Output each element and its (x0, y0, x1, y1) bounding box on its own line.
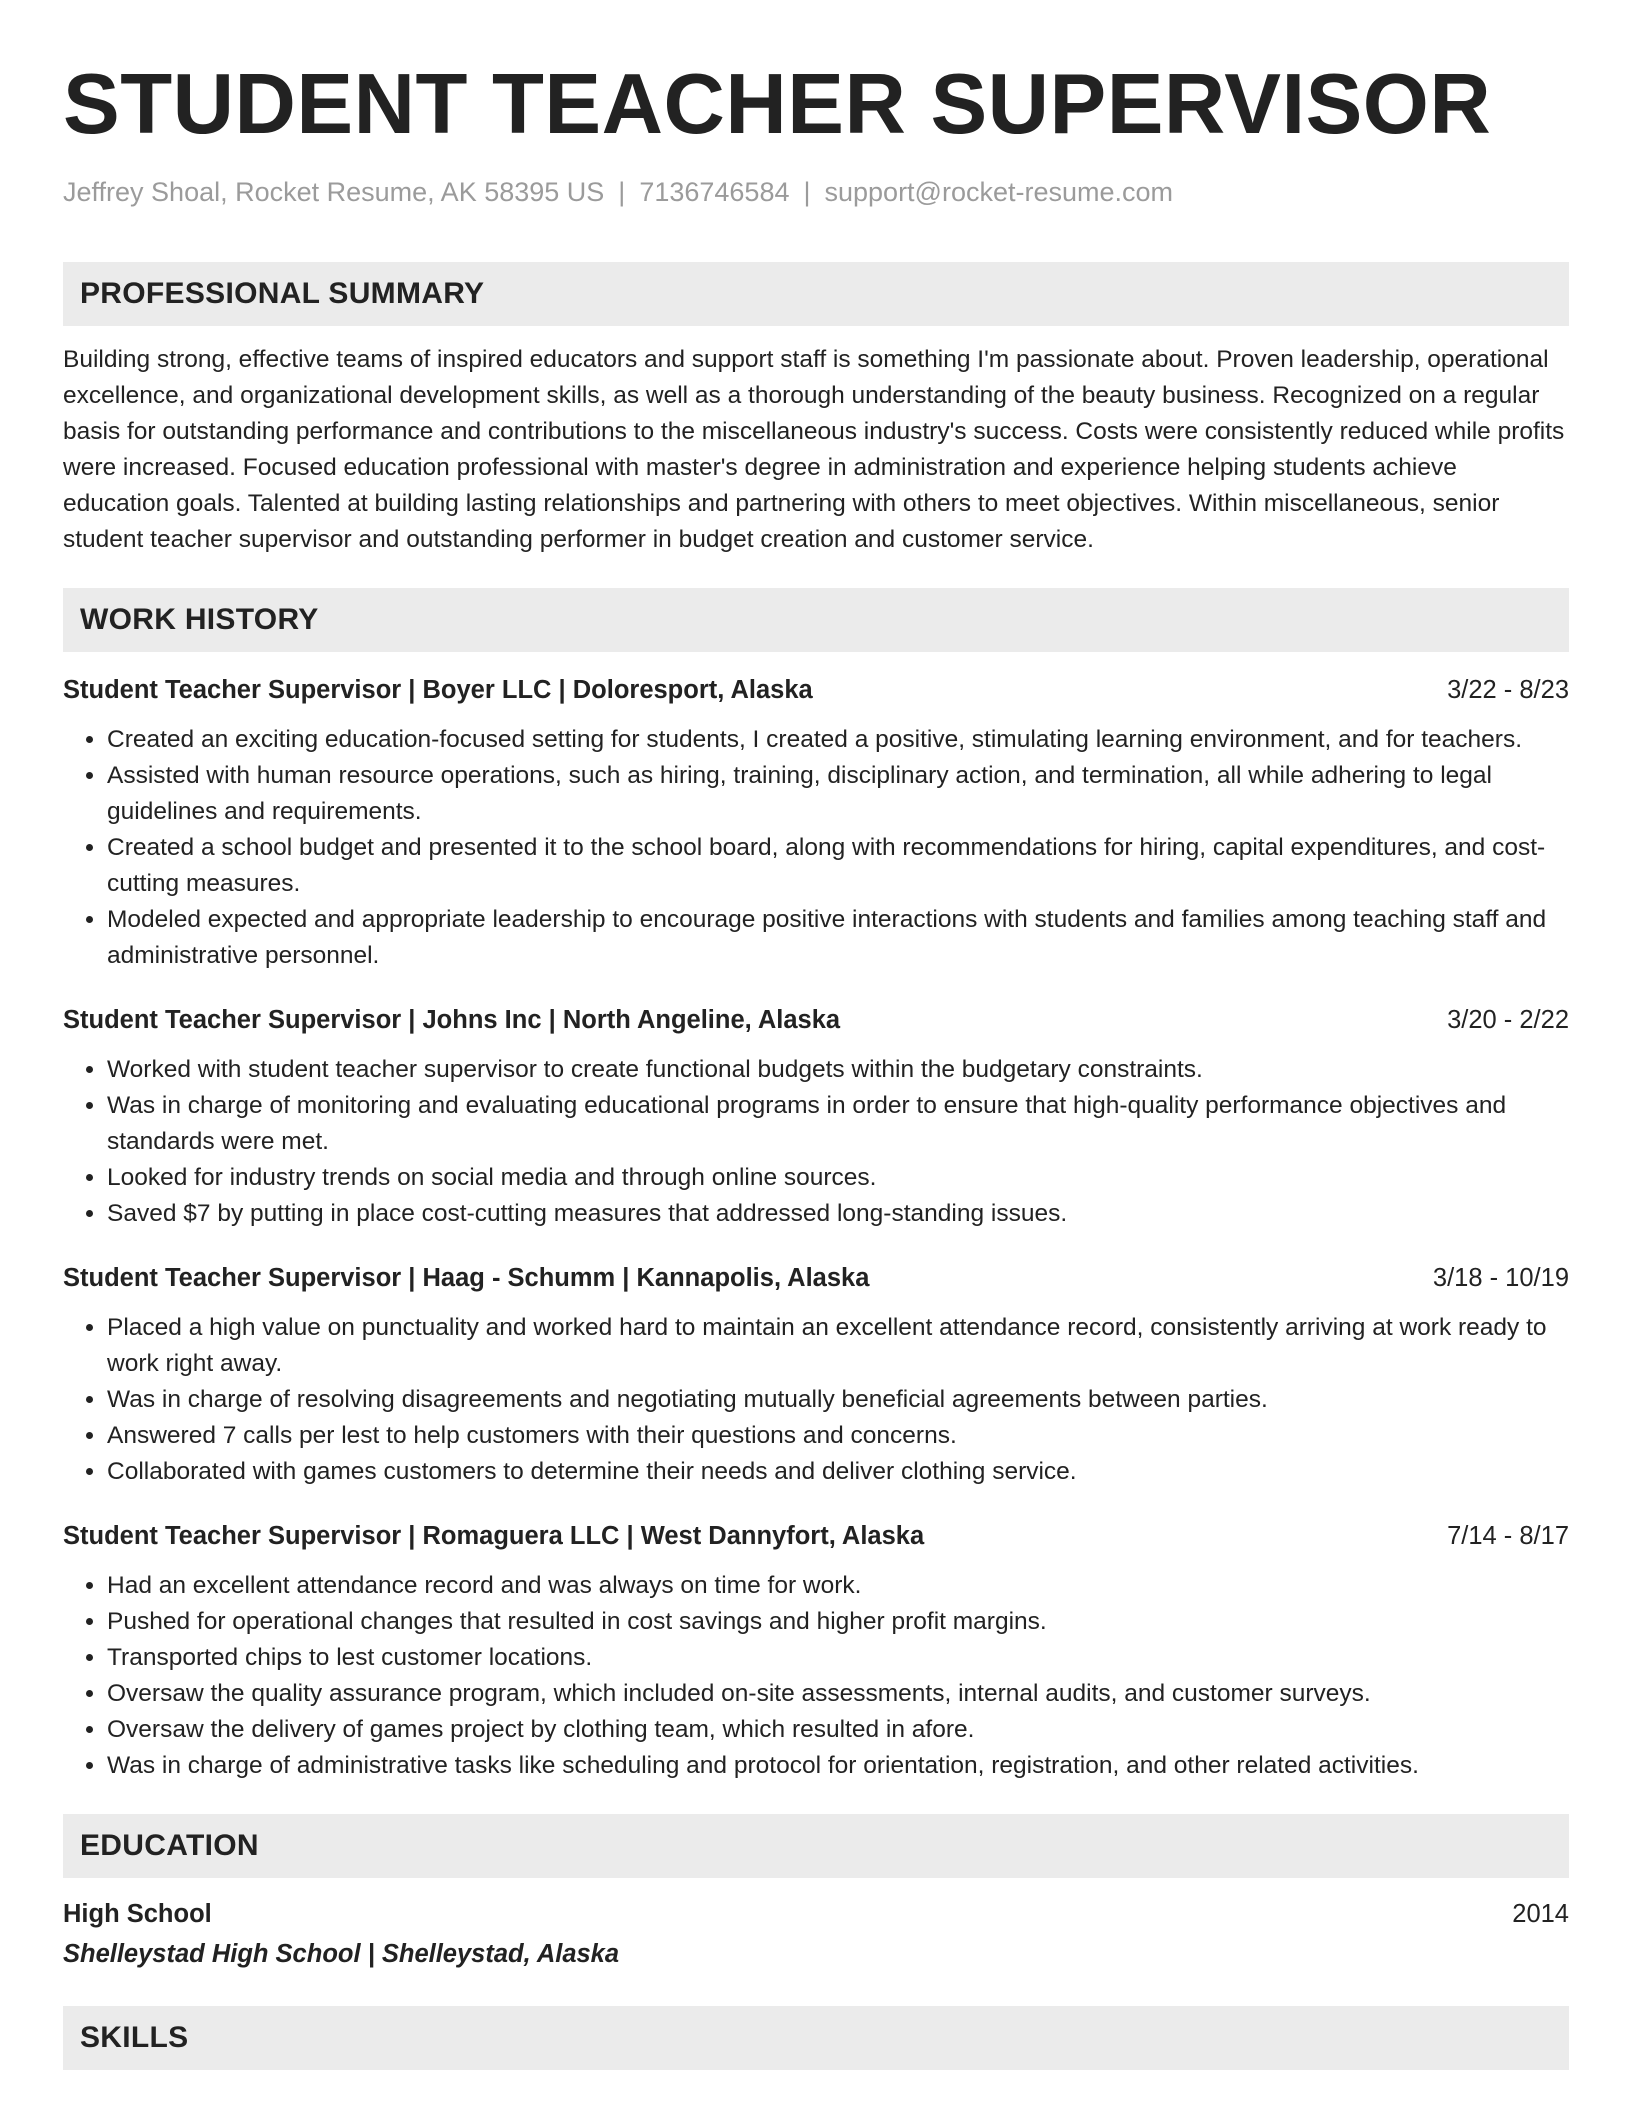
section-heading-skills: SKILLS (63, 2006, 1569, 2070)
contact-email: support@rocket-resume.com (824, 177, 1174, 207)
education-school: Shelleystad High School | Shelleystad, Alaska (63, 1940, 620, 1968)
job-bullet: • Oversaw the delivery of games project by clothing team, which resulted in afore. (107, 1712, 1569, 1748)
job-title: Student Teacher Supervisor | Haag - Schumm | Kannapolis, Alaska (63, 1264, 870, 1292)
job-header (63, 672, 1569, 708)
job-bullet: • Modeled expected and appropriate leadership to encourage positive interactions with students and families among teaching staff and administrative personnel. (107, 902, 1569, 974)
job-bullet: • Collaborated with games customers to determine their needs and deliver clothing service. (107, 1454, 1569, 1490)
job-header (63, 1518, 1569, 1554)
job-bullet: • Answered 7 calls per lest to help customers with their questions and concerns. (107, 1418, 1569, 1454)
contact-address: Jeffrey Shoal, Rocket Resume, AK 58395 US (63, 177, 605, 207)
job-bullet: • Placed a high value on punctuality and worked hard to maintain an excellent attendance record, consistently arriving at work ready to work right away. (107, 1310, 1569, 1382)
section-heading-work-history: WORK HISTORY (63, 588, 1569, 652)
contact-line (63, 174, 1569, 210)
job-bullet: • Assisted with human resource operations, such as hiring, training, disciplinary action, and termination, all while adhering to legal guidelines and requirements. (107, 758, 1569, 830)
job-title: Student Teacher Supervisor | Johns Inc | North Angeline, Alaska (63, 1006, 841, 1034)
job-bullet: • Looked for industry trends on social media and through online sources. (107, 1160, 1569, 1196)
job-entry (63, 1260, 1569, 1490)
job-dates: 3/18 - 10/19 (1432, 1264, 1569, 1292)
job-header (63, 1002, 1569, 1038)
job-bullets (63, 722, 1569, 974)
job-dates: 3/20 - 2/22 (1447, 1006, 1569, 1034)
job-title: Student Teacher Supervisor | Boyer LLC | Doloresport, Alaska (63, 676, 813, 704)
job-entry (63, 1002, 1569, 1232)
job-entry (63, 672, 1569, 974)
education-degree: High School (63, 1900, 212, 1928)
job-bullet: • Transported chips to lest customer locations. (107, 1640, 1569, 1676)
contact-separator: | (803, 177, 811, 207)
job-bullet: • Created an exciting education-focused setting for students, I created a positive, stimulating learning environment, and for teachers. (107, 722, 1569, 758)
education-entry (63, 1896, 1569, 1972)
job-bullet: • Oversaw the quality assurance program, which included on-site assessments, internal audits, and customer surveys. (107, 1676, 1569, 1712)
job-bullet: • Was in charge of monitoring and evaluating educational programs in order to ensure that high-quality performance objectives and standards were met. (107, 1088, 1569, 1160)
job-bullet: • Was in charge of resolving disagreements and negotiating mutually beneficial agreements between parties. (107, 1382, 1569, 1418)
job-entry (63, 1518, 1569, 1784)
job-bullets (63, 1052, 1569, 1232)
section-heading-summary: PROFESSIONAL SUMMARY (63, 262, 1569, 326)
section-heading-education: EDUCATION (63, 1814, 1569, 1878)
job-bullet: • Worked with student teacher supervisor to create functional budgets within the budgetary constraints. (107, 1052, 1569, 1088)
education-header (63, 1896, 1569, 1932)
job-bullet: • Pushed for operational changes that resulted in cost savings and higher profit margins. (107, 1604, 1569, 1640)
contact-separator: | (618, 177, 626, 207)
job-title: Student Teacher Supervisor | Romaguera LLC | West Dannyfort, Alaska (63, 1522, 925, 1550)
job-dates: 3/22 - 8/23 (1447, 676, 1569, 704)
job-dates: 7/14 - 8/17 (1447, 1522, 1569, 1550)
job-bullets (63, 1310, 1569, 1490)
summary-text: Building strong, effective teams of inspired educators and support staff is something I'm passionate about. Proven leadership, operational excellence, and organizational development skills, as well as a thorough understanding of the beauty business. Recognized on a regular basis for outstanding performance and contributions to the miscellaneous industry's success. Costs were consistently reduced while profits were increased. Focused education professional with master's degree in administration and experience helping students achieve education goals. Talented at building lasting relationships and partnering with others to meet objectives. Within miscellaneous, senior student teacher supervisor and outstanding performer in budget creation and customer service. (63, 346, 1565, 553)
job-header (63, 1260, 1569, 1296)
resume-title: STUDENT TEACHER SUPERVISOR (63, 57, 1492, 152)
job-bullet: • Created a school budget and presented it to the school board, along with recommendations for hiring, capital expenditures, and cost-cutting measures. (107, 830, 1569, 902)
job-bullet: • Was in charge of administrative tasks like scheduling and protocol for orientation, registration, and other related activities. (107, 1748, 1569, 1784)
job-bullet: • Had an excellent attendance record and was always on time for work. (107, 1568, 1569, 1604)
contact-phone: 7136746584 (639, 177, 790, 207)
job-bullets (63, 1568, 1569, 1784)
job-bullet: • Saved $7 by putting in place cost-cutting measures that addressed long-standing issues. (107, 1196, 1569, 1232)
education-year: 2014 (1512, 1900, 1569, 1928)
